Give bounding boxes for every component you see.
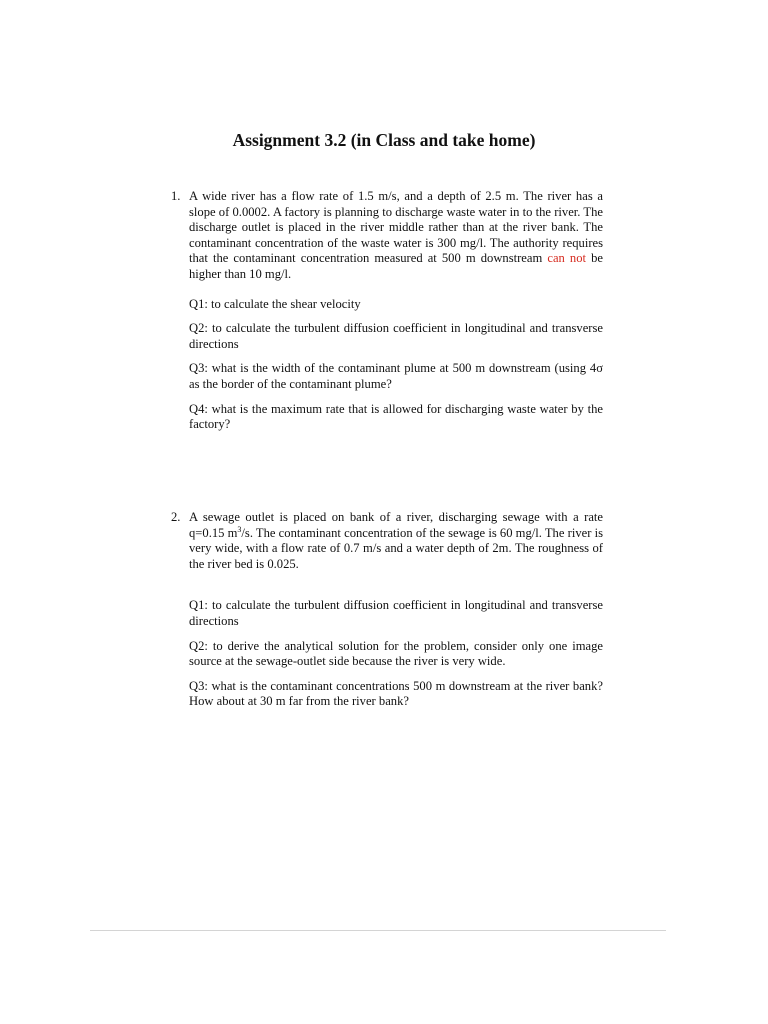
problem-1-text-after: be higher than 10 mg/l. <box>189 251 603 281</box>
problem-1-question-3: Q3: what is the width of the contaminant plume at 500 m downstream (using 4σ as the border of the contaminant plume? <box>189 361 603 391</box>
problem-2-number: 2. <box>171 510 181 524</box>
problem-2-text <box>189 510 603 572</box>
problem-1 <box>171 189 603 442</box>
problem-1-statement <box>171 189 603 283</box>
page-title: Assignment 3.2 (in Class and take home) <box>232 130 536 150</box>
problem-2-text-before: A sewage outlet is placed on bank of a river, discharging sewage with a rate q=0.15 m <box>189 510 603 540</box>
problem-1-highlight: can not <box>547 251 587 266</box>
problem-2-superscript: 3 <box>237 524 242 534</box>
problem-2-question-3: Q3: what is the contaminant concentrations 500 m downstream at the river bank? How about at 30 m far from the river bank? <box>189 678 603 709</box>
problem-2-question-1: Q1: to calculate the turbulent diffusion coefficient in longitudinal and transverse directions <box>189 598 603 628</box>
problem-2 <box>171 510 603 719</box>
problem-1-number: 1. <box>171 189 181 203</box>
problem-1-question-1: Q1: to calculate the shear velocity <box>189 296 361 311</box>
problem-2-statement <box>171 510 603 572</box>
problem-1-text <box>189 189 603 283</box>
problem-1-question-2: Q2: to calculate the turbulent diffusion coefficient in longitudinal and transverse directions <box>189 321 603 351</box>
footer-divider <box>90 930 666 931</box>
problem-1-question-4: Q4: what is the maximum rate that is allowed for discharging waste water by the factory? <box>189 401 603 432</box>
problem-2-text-after: /s. The contaminant concentration of the sewage is 60 mg/l. The river is very wide, with a flow rate of 0.7 m/s and a water depth of 2m. The roughness of the river bed is 0.025. <box>189 525 603 571</box>
problem-2-questions <box>171 598 603 710</box>
problem-1-text-before: A wide river has a flow rate of 1.5 m/s, and a depth of 2.5 m. The river has a slope of 0.0002. A factory is planning to discharge waste water in to the river. The discharge outlet is placed in the river middle rather than at the river bank. The contaminant concentration of the waste water is 300 mg/l. The authority requires that the contaminant concentration measured at 500 m downstream <box>189 189 603 266</box>
problem-2-question-2: Q2: to derive the analytical solution for the problem, consider only one image source at the sewage-outlet side because the river is very wide. <box>189 638 603 669</box>
problem-1-questions <box>171 297 603 433</box>
